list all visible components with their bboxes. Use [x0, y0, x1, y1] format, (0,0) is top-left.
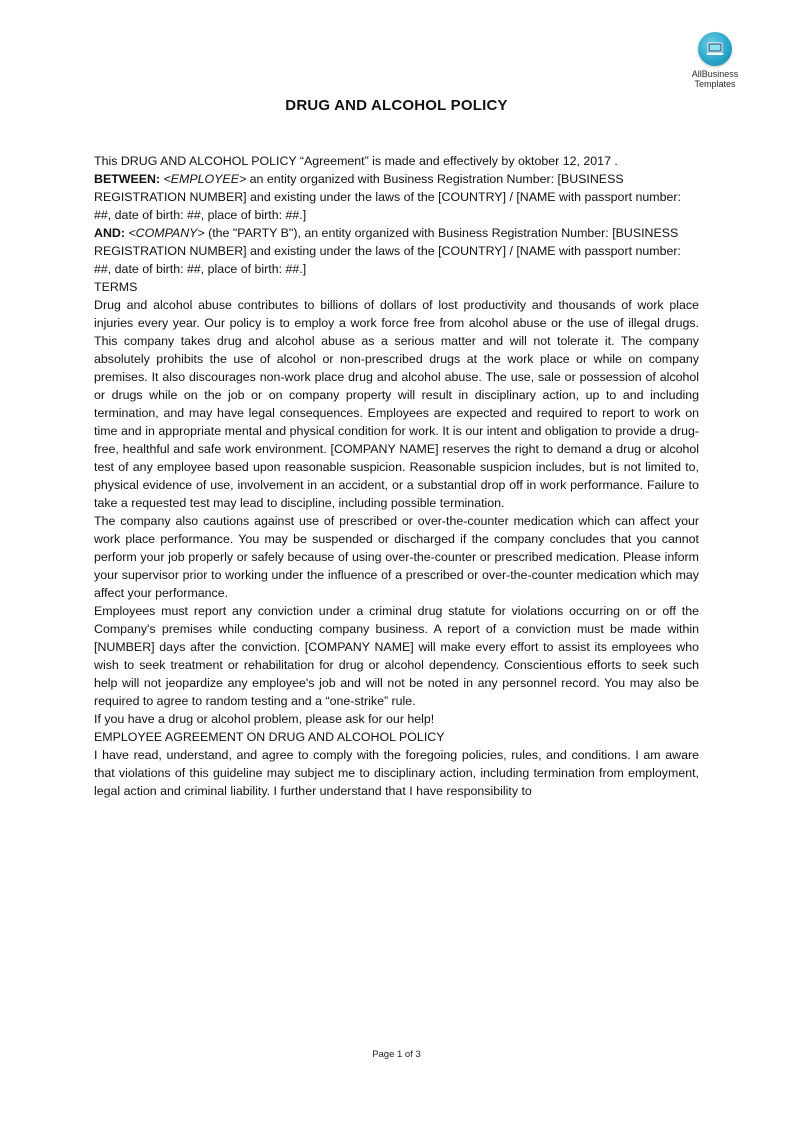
page-number: Page 1 of 3 — [372, 1049, 421, 1060]
document-title: DRUG AND ALCOHOL POLICY — [285, 97, 508, 114]
policy-paragraph-2: The company also cautions against use of prescribed or over-the-counter medication which can affect your work place performance. You may be suspended or discharged if the company concludes that you cannot perform your job properly or safely because of using over-the-counter or prescribed medication. Please inform your supervisor prior to working under the influence of a prescribed or over-the-counter medication which may affect your performance. — [94, 514, 699, 600]
between-text: an entity organized with Business Registration Number: [BUSINESS REGISTRATION NUMBER] and existing under the laws of the [COUNTRY] / [NAME with passport number: ##, date of birth: ##, place of birth: ##.] — [94, 172, 681, 222]
and-text: (the "PARTY B"), an entity organized with Business Registration Number: [BUSINESS REGISTRATION NUMBER] and existing under the laws of the [COUNTRY] / [NAME with passport number: ##, date of birth: ##, place of birth: ##.] — [94, 226, 681, 276]
brand-line-2: Templates — [694, 79, 736, 89]
policy-paragraph-3: Employees must report any conviction under a criminal drug statute for violations occurring on or off the Company's premises while conducting company business. A report of a conviction must be made within [NUMBER] days after the conviction. [COMPANY NAME] will make every effort to assist its employees who wish to seek treatment or rehabilitation for drug or alcohol dependency. Conscientious efforts to seek such help will not jeopardize any employee's job and will not be noted in any personnel record. You may also be required to agree to random testing and a “one-strike” rule. — [94, 604, 699, 708]
policy-paragraph-1: Drug and alcohol abuse contributes to billions of dollars of lost productivity and thousands of work place injuries every year. Our policy is to employ a work force free from alcohol abuse or the use of illegal drugs. This company takes drug and alcohol abuse as a serious matter and will not tolerate it. The company absolutely prohibits the use of alcohol or non-prescribed drugs at the work place or while on company premises. It also discourages non-work place drug and alcohol abuse. The use, sale or possession of alcohol or drugs while on the job or on company property will result in disciplinary action, up to and including termination, and may have legal consequences. Employees are expected and required to report to work on time and in appropriate mental and physical condition for work. It is our intent and obligation to provide a drug-free, healthful and safe work environment. [COMPANY NAME] reserves the right to demand a drug or alcohol test of any employee based upon reasonable suspicion. Reasonable suspicion includes, but is not limited to, physical evidence of use, involvement in an accident, or a substantial drop off in work performance. Failure to take a requested test may lead to discipline, including possible termination. — [94, 298, 699, 510]
brand-name — [683, 69, 747, 89]
intro-paragraph: This DRUG AND ALCOHOL POLICY “Agreement” is made and effectively by oktober 12, 2017 . — [94, 154, 618, 168]
help-line: If you have a drug or alcohol problem, please ask for our help! — [94, 712, 435, 726]
between-label: BETWEEN: — [94, 172, 161, 186]
company-placeholder: <COMPANY> — [128, 226, 205, 240]
document-body — [94, 152, 699, 800]
and-label: AND: — [94, 226, 125, 240]
laptop-icon — [698, 32, 732, 66]
agreement-heading: EMPLOYEE AGREEMENT ON DRUG AND ALCOHOL POLICY — [94, 730, 445, 744]
brand-logo — [683, 32, 747, 89]
between-clause — [94, 170, 699, 224]
terms-heading: TERMS — [94, 280, 138, 294]
agreement-paragraph: I have read, understand, and agree to comply with the foregoing policies, rules, and conditions. I am aware that violations of this guideline may subject me to disciplinary action, including termination from employment, legal action and criminal liability. I further understand that I have responsibility to — [94, 748, 699, 798]
brand-line-1: AllBusiness — [691, 69, 739, 79]
employee-placeholder: <EMPLOYEE> — [163, 172, 247, 186]
and-clause — [94, 224, 699, 278]
